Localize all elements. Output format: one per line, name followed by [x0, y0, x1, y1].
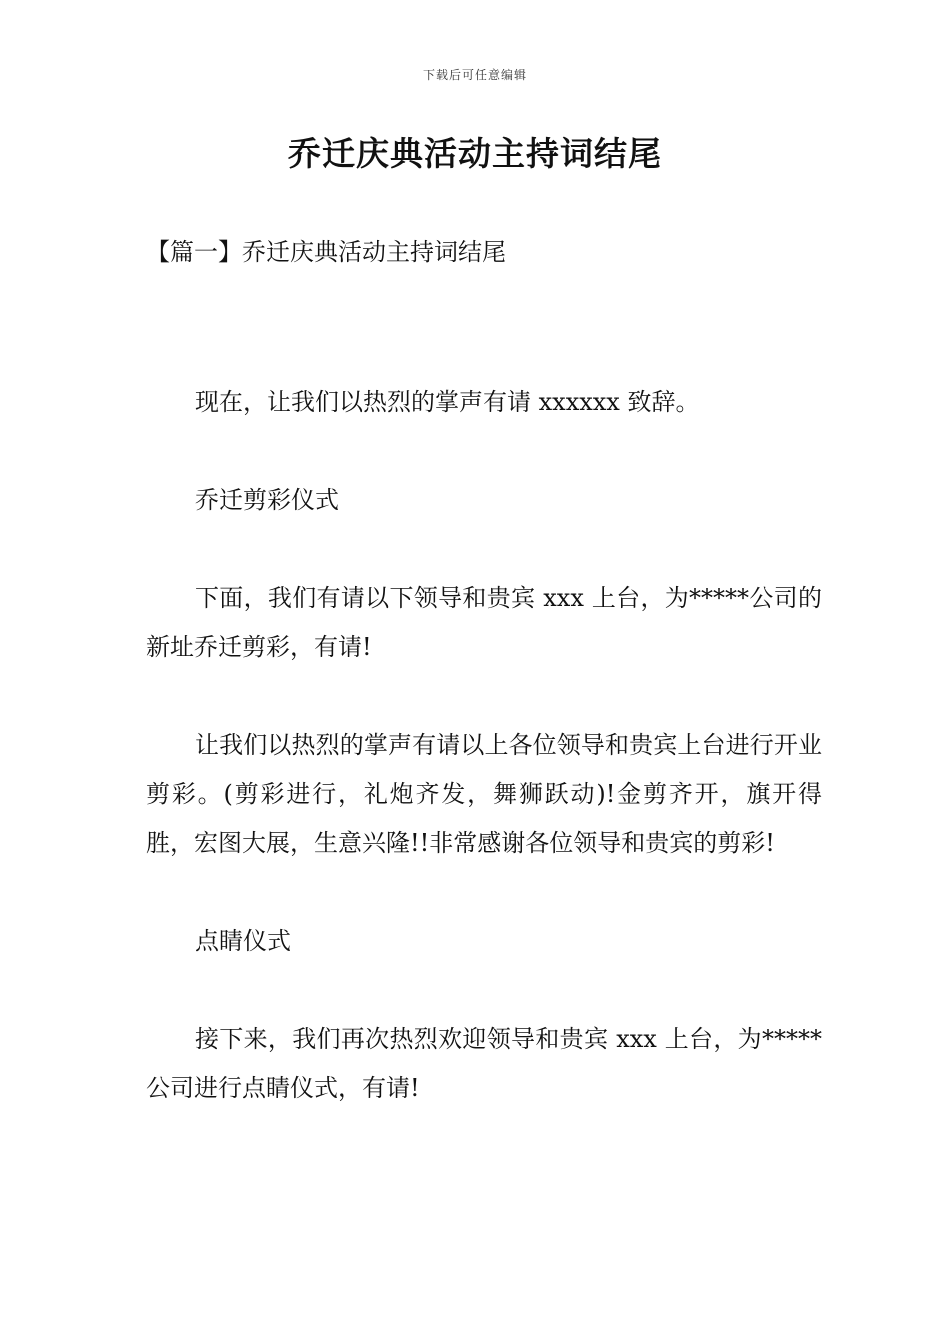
paragraph-eye-dotting-heading: 点睛仪式	[195, 927, 291, 955]
paragraph-eye-dotting-invite: 接下来，我们再次热烈欢迎领导和贵宾 xxx 上台，为*****公司进行点睛仪式，有请!	[146, 1025, 822, 1102]
paragraph-opening: 现在，让我们以热烈的掌声有请 xxxxxx 致辞。	[195, 388, 700, 416]
section-heading: 【篇一】乔迁庆典活动主持词结尾	[146, 238, 506, 266]
paragraph-ribbon-cutting: 让我们以热烈的掌声有请以上各位领导和贵宾上台进行开业剪彩。(剪彩进行，礼炮齐发，舞狮跃动)!金剪齐开，旗开得胜，宏图大展，生意兴隆!!非常感谢各位领导和贵宾的剪彩!	[146, 731, 822, 857]
paragraph-ribbon-heading: 乔迁剪彩仪式	[195, 486, 339, 514]
paragraph-ribbon-invite: 下面，我们有请以下领导和贵宾 xxx 上台，为*****公司的新址乔迁剪彩，有请!	[146, 584, 822, 661]
page-title: 乔迁庆典活动主持词结尾	[288, 134, 662, 173]
document-body	[146, 378, 822, 1162]
header-note: 下载后可任意编辑	[422, 68, 527, 82]
